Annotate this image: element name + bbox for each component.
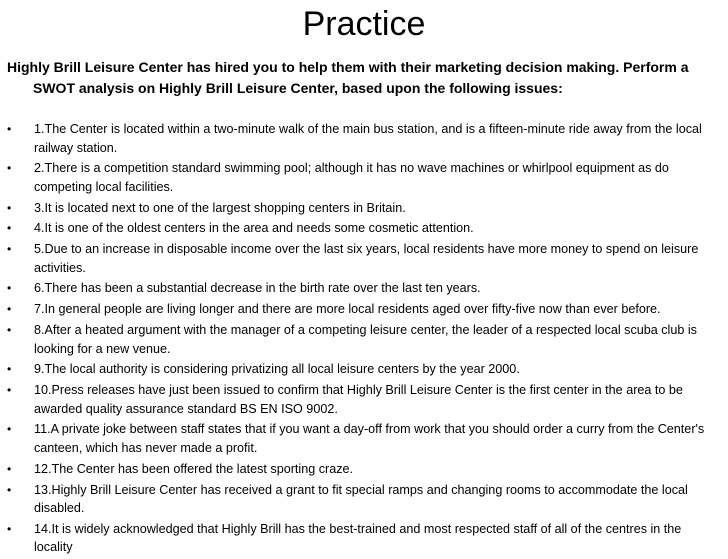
bullet-icon: • — [7, 242, 12, 257]
bullet-icon: • — [7, 521, 12, 536]
list-item — [0, 199, 728, 218]
page-title: Practice — [302, 5, 426, 43]
intro-paragraph — [7, 57, 719, 99]
list-item-text: 10.Press releases have just been issued to confirm that Highly Brill Leisure Center is the first center in the area to be awarded quality assurance standard BS EN ISO 9002. — [34, 383, 683, 416]
list-item — [0, 381, 728, 418]
bullet-icon: • — [7, 200, 12, 215]
bullet-icon: • — [7, 281, 12, 296]
list-item — [0, 520, 728, 557]
list-item-text: 5.Due to an increase in disposable income over the last six years, local residents have more money to spend on leisure activities. — [34, 242, 699, 275]
bullet-icon: • — [7, 383, 12, 398]
bullet-icon: • — [7, 221, 12, 236]
bullet-icon: • — [7, 122, 12, 136]
list-item — [0, 460, 728, 479]
list-item — [0, 420, 728, 457]
intro-line-1: Highly Brill Leisure Center has hired you to help them with their marketing decision making. Perform a — [7, 59, 689, 75]
list-item-text: 4.It is one of the oldest centers in the area and needs some cosmetic attention. — [34, 221, 474, 236]
bullet-icon: • — [7, 323, 12, 338]
bullet-icon: • — [7, 461, 12, 476]
list-item — [0, 481, 728, 518]
list-item-text: 1.The Center is located within a two-minute walk of the main bus station, and is a fifteen-minute ride away from the local railway station. — [34, 122, 702, 155]
list-item-text: 9.The local authority is considering privatizing all local leisure centers by the year 2000. — [34, 362, 520, 377]
intro-line-2: SWOT analysis on Highly Brill Leisure Center, based upon the following issues: — [33, 80, 563, 96]
list-item — [0, 240, 728, 277]
list-item — [0, 120, 728, 157]
list-item-text: 14.It is widely acknowledged that Highly Brill has the best-trained and most respected staff of all of the centres in the locality — [34, 521, 682, 555]
list-item-text: 7.In general people are living longer and there are more local residents aged over fifty-five now than ever before. — [34, 302, 661, 317]
bullet-icon: • — [7, 362, 12, 377]
list-item-text: 8.After a heated argument with the manager of a competing leisure center, the leader of a respected local scuba club is looking for a new venue. — [34, 323, 697, 356]
list-item-text: 11.A private joke between staff states that if you want a day-off from work that you should order a curry from the Center's canteen, which has never made a profit. — [34, 422, 705, 455]
bullet-icon: • — [7, 422, 12, 437]
issues-list — [0, 120, 728, 559]
list-item — [0, 360, 728, 379]
bullet-icon: • — [7, 161, 12, 176]
list-item — [0, 219, 728, 238]
list-item — [0, 279, 728, 298]
list-item — [0, 300, 728, 319]
list-item — [0, 321, 728, 358]
list-item-text: 3.It is located next to one of the largest shopping centers in Britain. — [34, 200, 406, 215]
list-item-text: 2.There is a competition standard swimming pool; although it has no wave machines or whirlpool equipment as do competing local facilities. — [34, 161, 669, 194]
bullet-icon: • — [7, 302, 12, 317]
list-item-text: 6.There has been a substantial decrease in the birth rate over the last ten years. — [34, 281, 481, 296]
bullet-icon: • — [7, 482, 12, 497]
list-item — [0, 159, 728, 196]
list-item-text: 13.Highly Brill Leisure Center has received a grant to fit special ramps and changing rooms to accommodate the local disabled. — [34, 482, 688, 516]
list-item-text: 12.The Center has been offered the latest sporting craze. — [34, 461, 354, 476]
